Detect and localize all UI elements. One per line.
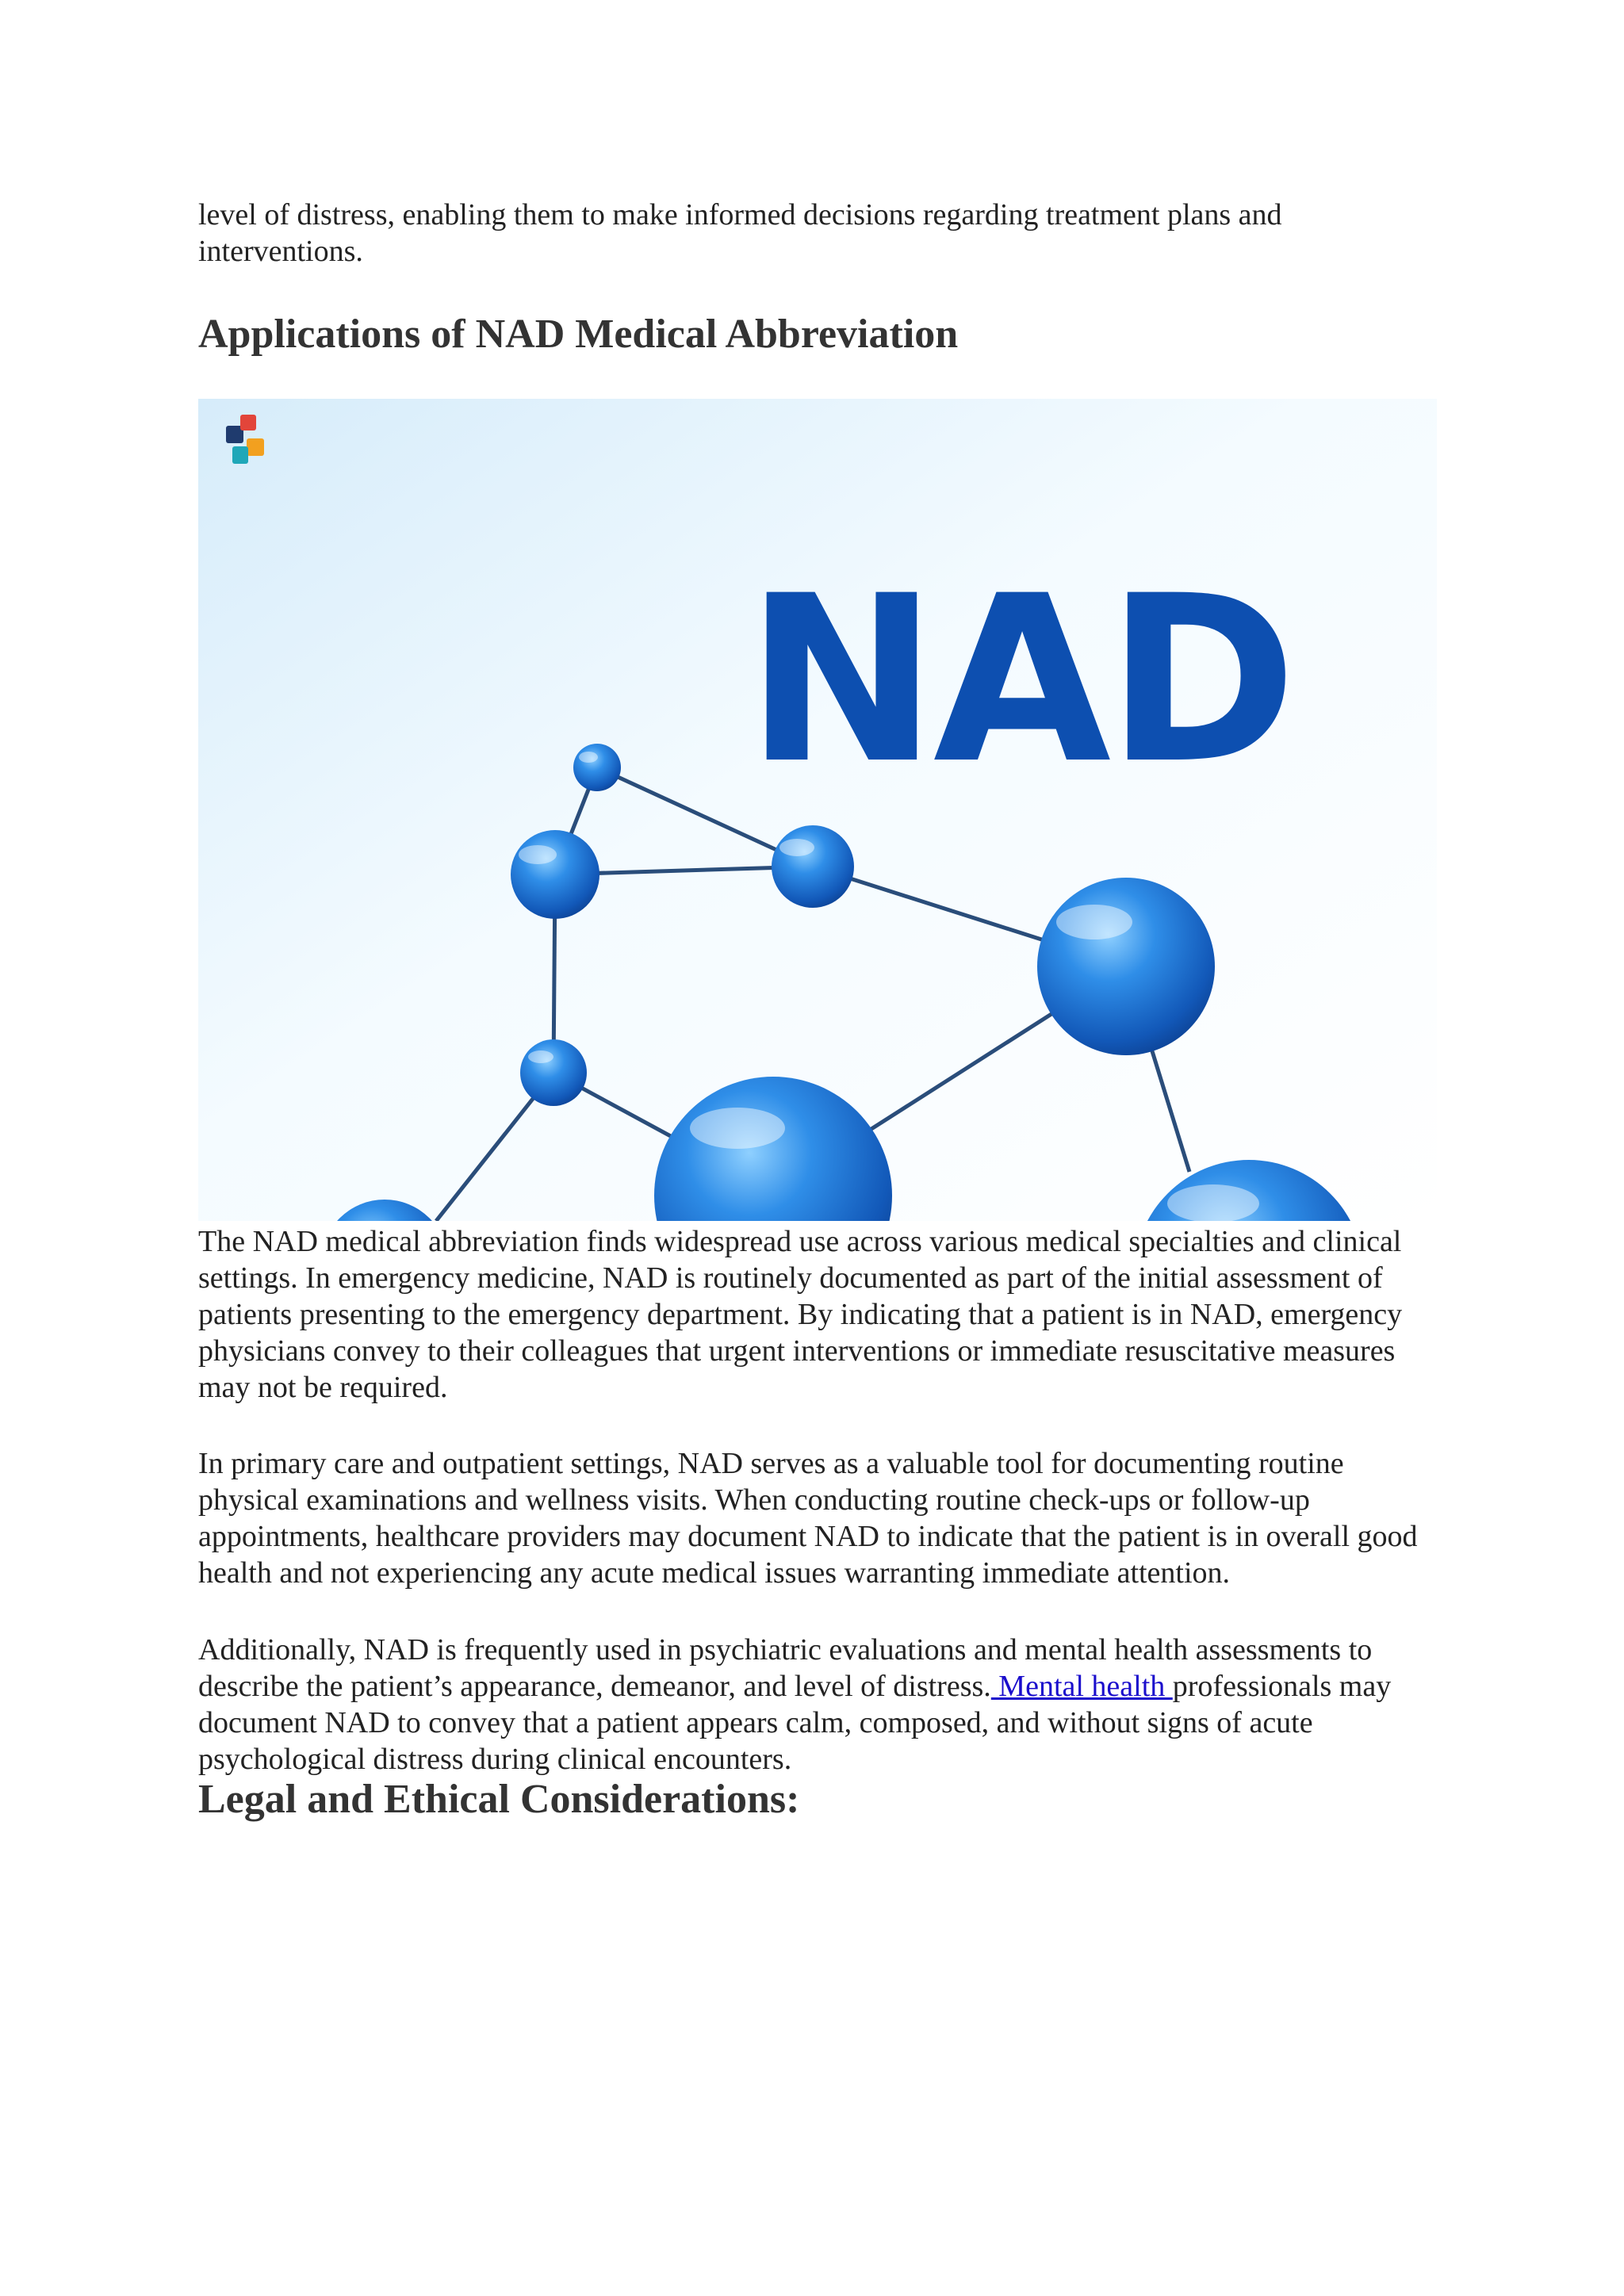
mental-health-link[interactable]: Mental health: [990, 1670, 1173, 1703]
node: [772, 825, 854, 908]
node: [511, 830, 599, 919]
legal-ethical-heading: Legal and Ethical Considerations:: [198, 1777, 800, 1822]
paragraph-primary-care: In primary care and outpatient settings, NAD serves as a valuable tool for documenting routine physical examinations and wellness visits. When conducting routine check-ups or follow-up appointments, healthcare providers may document NAD to indicate that the patient is in overall good health and not experiencing any acute medical issues warranting immediate attention.: [198, 1447, 1418, 1590]
node: [1037, 878, 1215, 1055]
paragraph-psychiatric: [198, 1632, 1435, 1777]
paragraph-emergency-medicine: The NAD medical abbreviation finds widespread use across various medical specialties and clinical settings. In emergency medicine, NAD is routinely documented as part of the initial assessment of patients presenting to the emergency department. By indicating that a patient is in NAD, emergency physicians convey to their colleagues that urgent interventions or immediate resuscitative measures may not be required.: [198, 1225, 1403, 1404]
node: [573, 744, 621, 791]
paragraph-psychiatric-after-link: professionals may document NAD to convey that a patient appears calm, composed, and without signs of acute psychological distress during clinical encounters.: [198, 1670, 1392, 1776]
nad-hero-image: [198, 399, 1437, 1221]
applications-heading: Applications of NAD Medical Abbreviation: [198, 312, 959, 357]
intro-paragraph: level of distress, enabling them to make informed decisions regarding treatment plans and interventions.: [198, 198, 1282, 268]
nad-wordmark: NAD: [745, 547, 1293, 814]
node: [520, 1039, 587, 1106]
paragraph-psychiatric-before-link: Additionally, NAD is frequently used in psychiatric evaluations and mental health assessments to describe the patient’s appearance, demeanor, and level of distress.: [198, 1633, 1373, 1703]
